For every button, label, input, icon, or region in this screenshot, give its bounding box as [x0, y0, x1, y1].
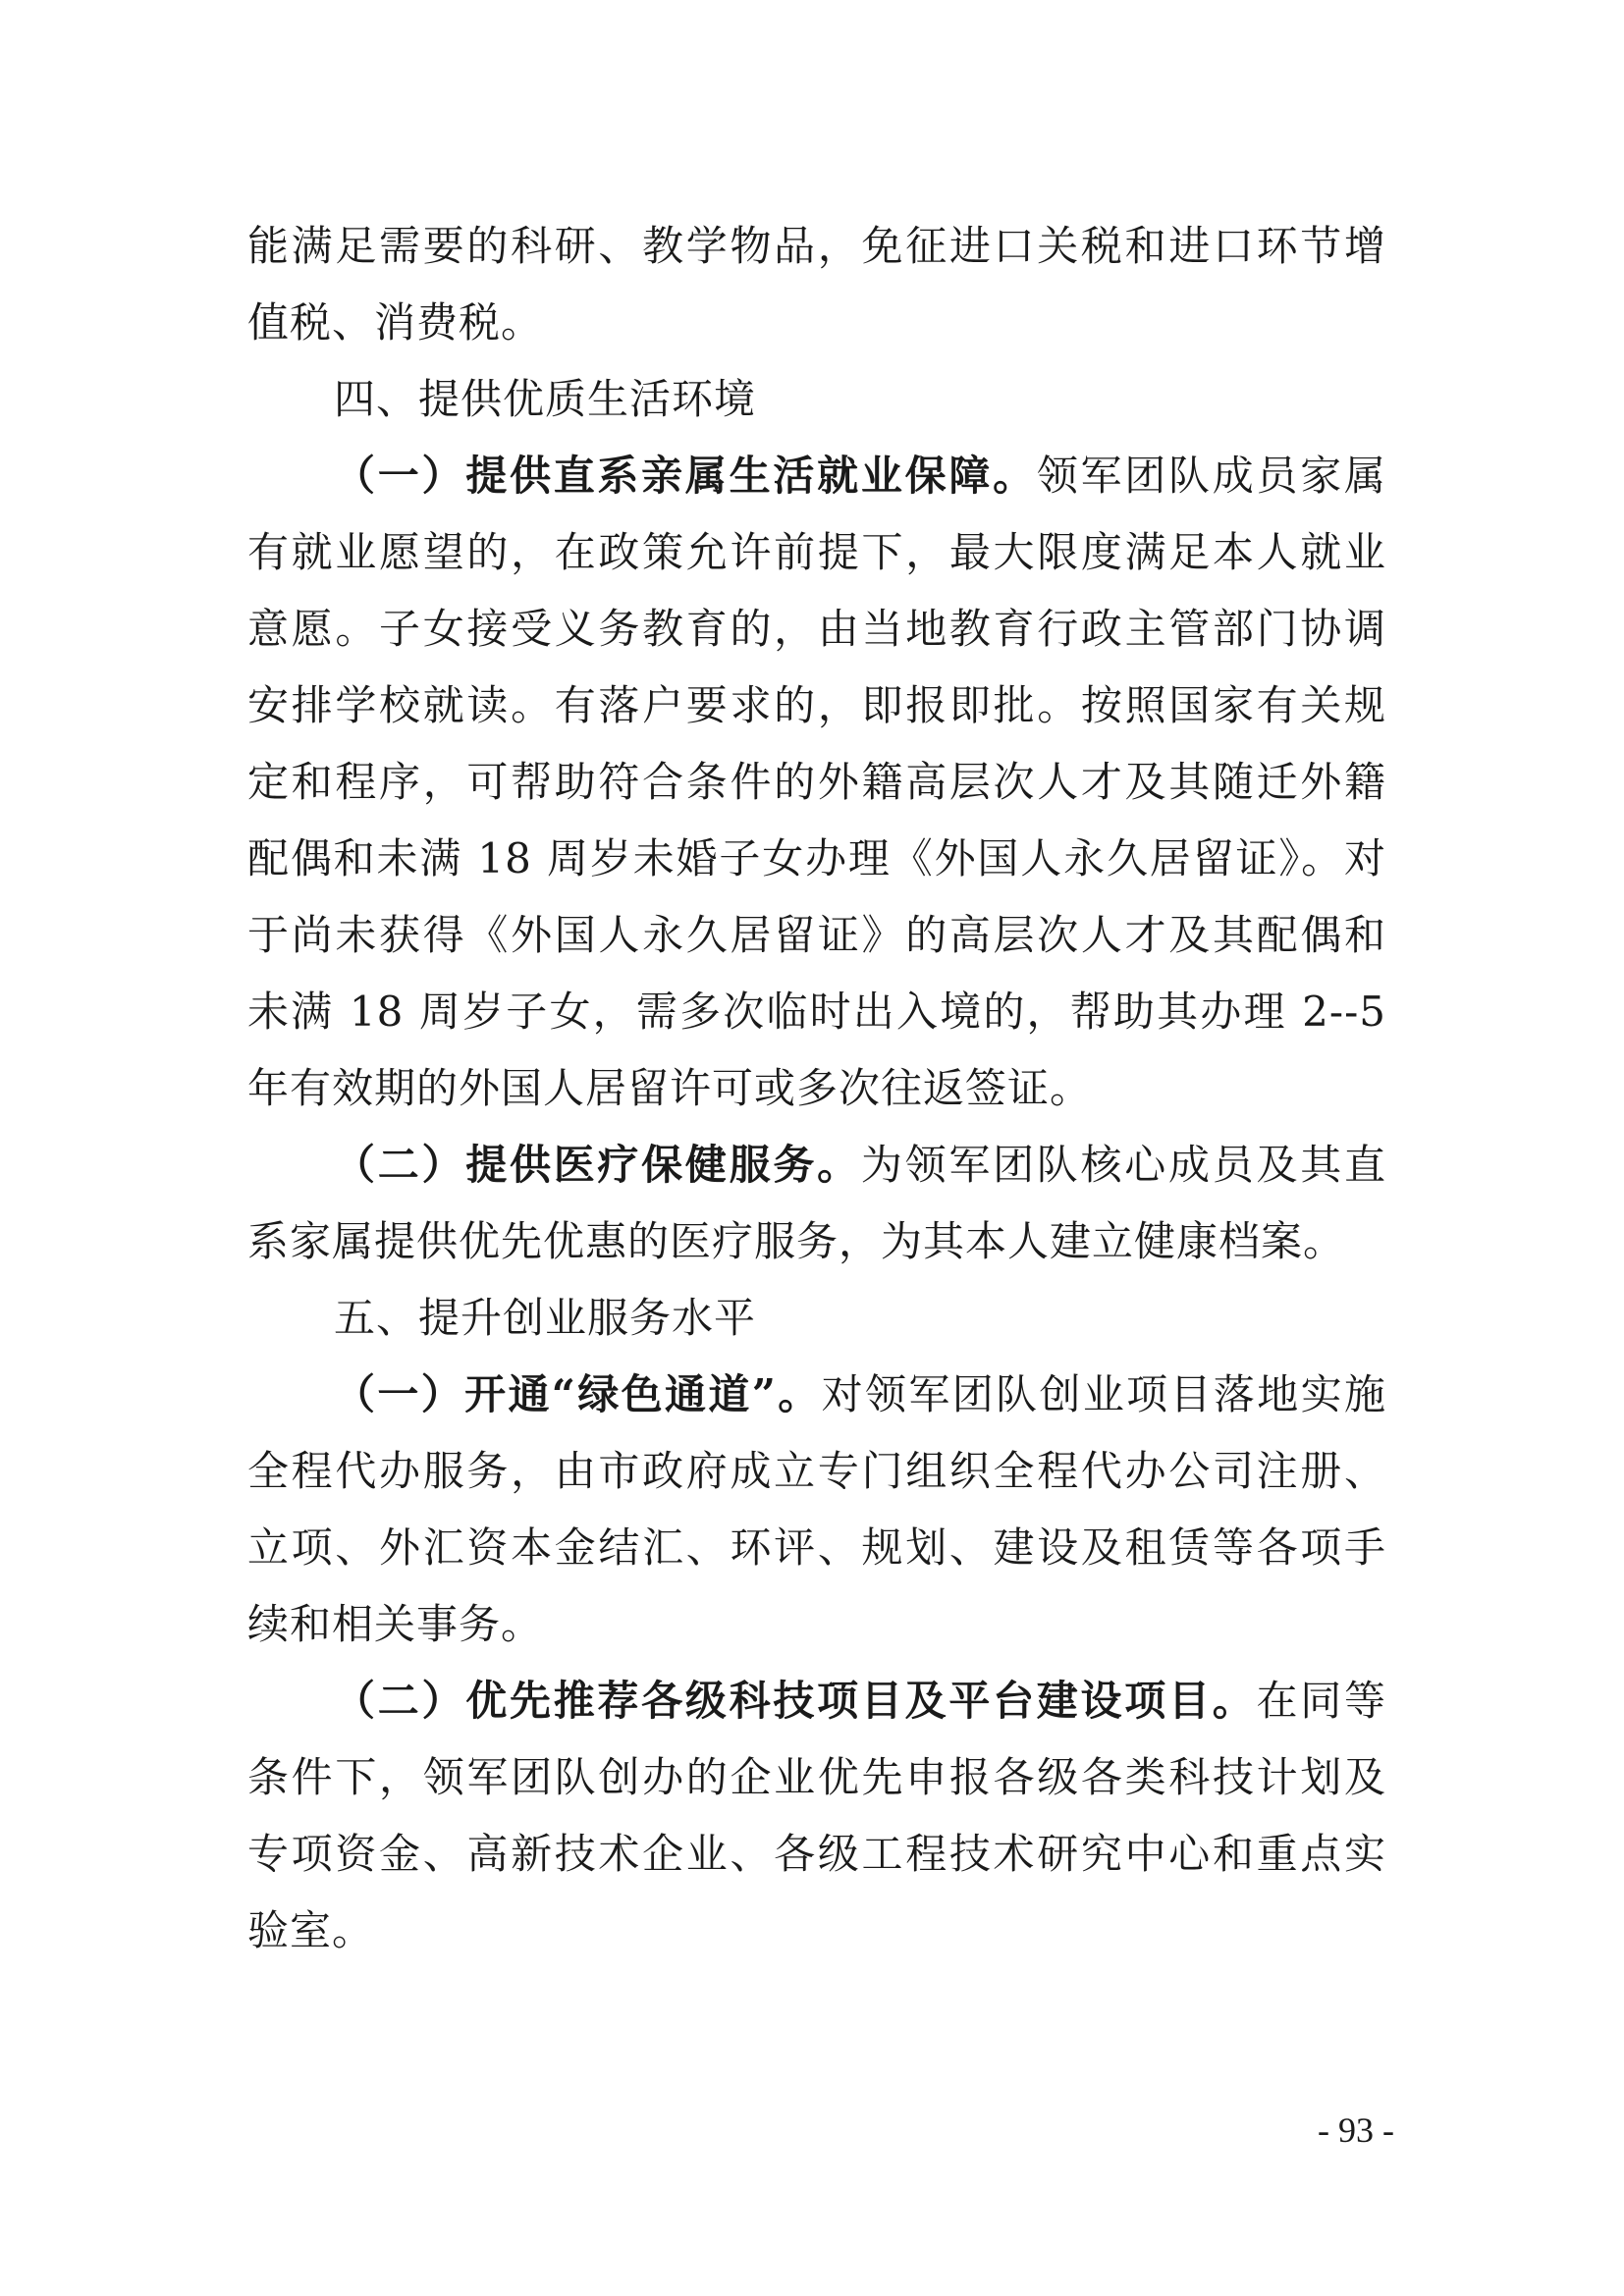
continuation-paragraph: [247, 208, 1386, 361]
item-lead: （二）提供医疗保健服务。: [334, 1141, 861, 1189]
heading-text: 五、提升创业服务水平: [334, 1294, 757, 1342]
paragraph-text: 对领军团队创业项目落地实施全程代办服务，由市政府成立专门组织全程代办公司注册、立项、外汇资本金结汇、环评、规划、建设及租赁等各项手续和相关事务。: [247, 1370, 1386, 1648]
section-heading-four: [247, 361, 1386, 438]
heading-text: 四、提供优质生活环境: [334, 375, 757, 423]
document-body: [247, 208, 1386, 1969]
item-paragraph-project-recommendation: [247, 1663, 1386, 1969]
item-paragraph-green-channel: [247, 1357, 1386, 1663]
paragraph-text: 领军团队成员家属有就业愿望的，在政策允许前提下，最大限度满足本人就业意愿。子女接受义务教育的，由当地教育行政主管部门协调安排学校就读。有落户要求的，即报即批。按照国家有关规定和程序，可帮助符合条件的外籍高层次人才及其随迁外籍配偶和未满 18 周岁未婚子女办理《外国人永久居留证》。对于尚未获得《外国人永久居留证》的高层次人才及其配偶和未满 18 周岁子女，需多次临时出入境的，帮助其办理 2--5 年有效期的外国人居留许可或多次往返签证。: [247, 452, 1386, 1112]
item-paragraph-medical-service: [247, 1127, 1386, 1280]
paragraph-text: 在同等条件下，领军团队创办的企业优先申报各级各类科技计划及专项资金、高新技术企业、各级工程技术研究中心和重点实验室。: [247, 1677, 1386, 1954]
item-lead: （二）优先推荐各级科技项目及平台建设项目。: [334, 1677, 1257, 1725]
section-heading-five: [247, 1280, 1386, 1357]
item-lead: （一）开通“绿色通道”。: [334, 1370, 822, 1418]
paragraph-text: 能满足需要的科研、教学物品，免征进口关税和进口环节增值税、消费税。: [247, 222, 1386, 347]
paragraph-text: 为领军团队核心成员及其直系家属提供优先优惠的医疗服务，为其本人建立健康档案。: [247, 1141, 1386, 1265]
item-paragraph-family-support: [247, 438, 1386, 1127]
page-number: - 93 -: [1318, 2110, 1394, 2150]
item-lead: （一）提供直系亲属生活就业保障。: [334, 452, 1037, 500]
